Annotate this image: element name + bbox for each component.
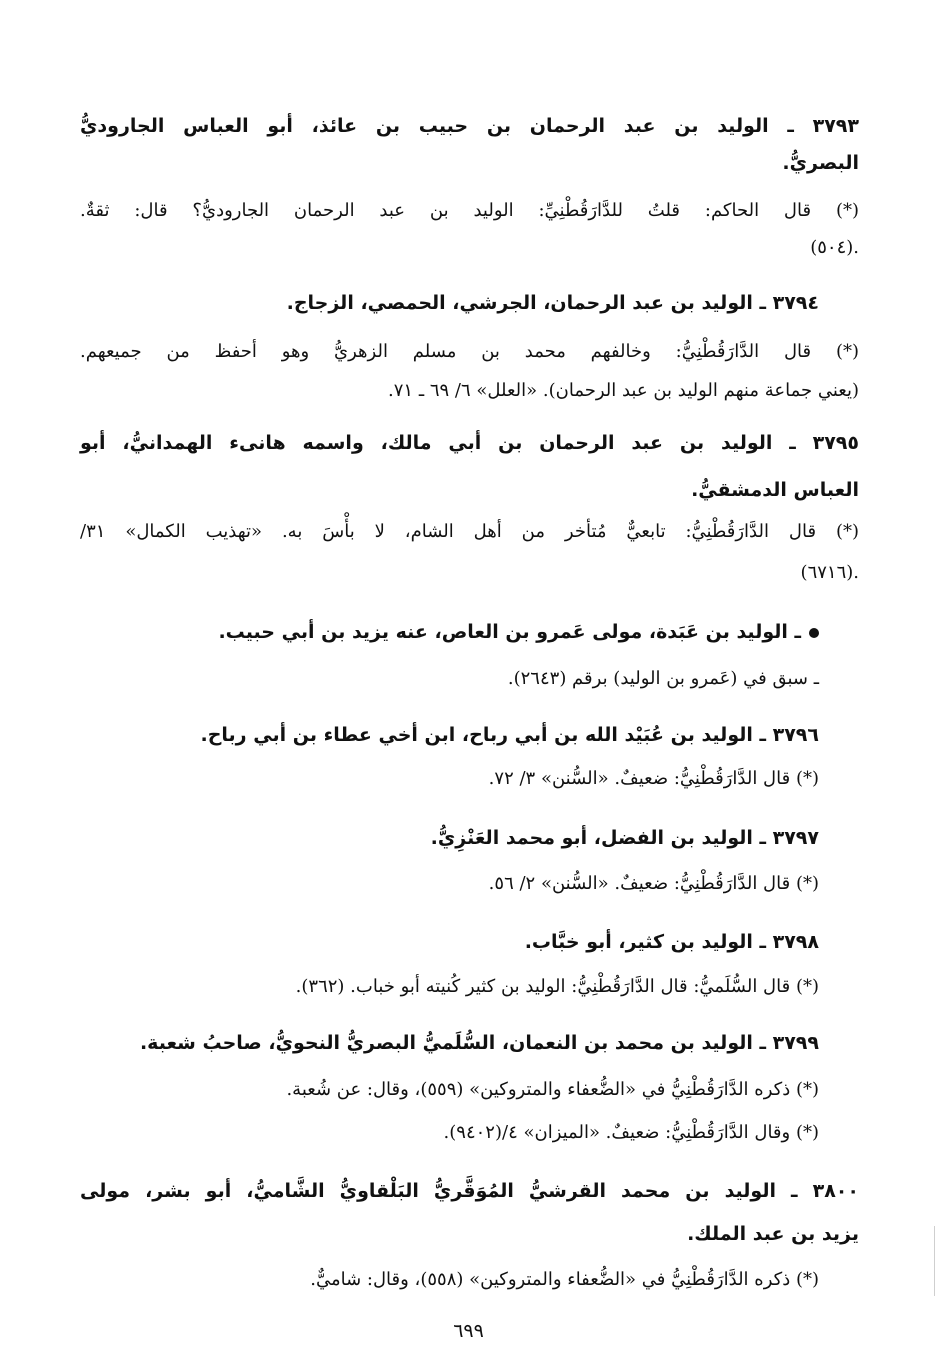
- entry-3795-note-line-1: (*) قال الدَّارَقُطْنِيُّ: تابعيٌّ مُتأخر من أهل الشام، لا بأْسَ به. «تهذيب الكمال» ٣١/: [80, 521, 859, 542]
- page-number: ٦٩٩: [453, 1320, 484, 1342]
- entry-bullet-crossref: ـ سبق في (عَمرو بن الوليد) برقم (٢٦٤٣).: [507, 668, 819, 689]
- entry-3795-note-line-2: .(٦٧١٦): [800, 562, 859, 583]
- entry-3800-heading-line-1: ٣٨٠٠ ـ الوليد بن محمد القرشيُّ المُوَقَّريُّ البَلْقاويُّ الشَّاميُّ، أبو بشر، مولى: [80, 1180, 859, 1202]
- entry-3800-heading-line-2: يزيد بن عبد الملك.: [687, 1223, 859, 1245]
- entry-3796-heading: ٣٧٩٦ ـ الوليد بن عُبَيْد الله بن أبي رباح، ابن أخي عطاء بن أبي رباح.: [200, 724, 819, 746]
- entry-3793-note-line-1: (*) قال الحاكم: قلتُ للدَّارَقُطْنِيِّ: الوليد بن عبد الرحمان الجاروديُّ؟ قال: ثقةٌ.: [80, 200, 859, 221]
- entry-3795-heading-line-2: العباس الدمشقيُّ.: [691, 479, 859, 501]
- entry-3794-note-line-2: (يعني جماعة منهم الوليد بن عبد الرحمان). «العلل» ٦/ ٦٩ ـ ٧١.: [388, 380, 859, 401]
- entry-3793-heading-line-2: البصريُّ.: [782, 152, 859, 174]
- entry-3795-heading-line-1: ٣٧٩٥ ـ الوليد بن عبد الرحمان بن أبي مالك، واسمه هانىء الهمدانيُّ، أبو: [80, 432, 859, 454]
- entry-3793-heading-line-1: ٣٧٩٣ ـ الوليد بن عبد الرحمان بن حبيب بن عائذ، أبو العباس الجاروديُّ: [80, 115, 859, 137]
- entry-3796-note: (*) قال الدَّارَقُطْنِيُّ: ضعيفٌ. «السُّنن» ٣/ ٧٢.: [488, 768, 819, 789]
- entry-3799-heading: ٣٧٩٩ ـ الوليد بن محمد بن النعمان، السُّلَميُّ البصريُّ النحويُّ، صاحبُ شعبة.: [139, 1032, 819, 1054]
- entry-3793-note-line-2: .(٥٠٤): [810, 237, 859, 258]
- entry-3798-note: (*) قال السُّلَميُّ: قال الدَّارَقُطْنِيُّ: الوليد بن كثير كُنيته أبو خباب. (٣٦٢).: [295, 976, 819, 997]
- scan-edge-mark: [934, 1226, 935, 1296]
- bullet-icon: [809, 628, 819, 638]
- entry-3799-note-2: (*) وقال الدَّارَقُطْنِيُّ: ضعيفٌ. «الميزان» ٤/(٩٤٠٢).: [443, 1122, 819, 1143]
- entry-3794-note-line-1: (*) قال الدَّارَقُطْنِيُّ: وخالفهم محمد بن مسلم الزهريُّ وهو أحفظ من جميعهم.: [80, 341, 859, 362]
- entry-bullet-heading-text: ـ الوليد بن عَبَدة، مولى عَمرو بن العاص، عنه يزيد بن أبي حبيب.: [218, 621, 801, 643]
- entry-3799-note-1: (*) ذكره الدَّارَقُطْنِيُّ في «الضُّعفاء والمتروكين» (٥٥٩)، وقال: عن شُعبة.: [286, 1079, 819, 1100]
- entry-3798-heading: ٣٧٩٨ ـ الوليد بن كثير، أبو خبَّاب.: [524, 931, 819, 953]
- entry-3797-heading: ٣٧٩٧ ـ الوليد بن الفضل، أبو محمد العَنْزِيُّ.: [430, 827, 819, 849]
- entry-bullet-heading: [218, 617, 819, 647]
- entry-3800-note: (*) ذكره الدَّارَقُطْنِيُّ في «الضُّعفاء والمتروكين» (٥٥٨)، وقال: شاميٌّ.: [310, 1269, 819, 1290]
- entry-3794-heading: ٣٧٩٤ ـ الوليد بن عبد الرحمان، الجرشي، الحمصي، الزجاج.: [286, 292, 819, 314]
- entry-3797-note: (*) قال الدَّارَقُطْنِيُّ: ضعيفٌ. «السُّنن» ٢/ ٥٦.: [488, 873, 819, 894]
